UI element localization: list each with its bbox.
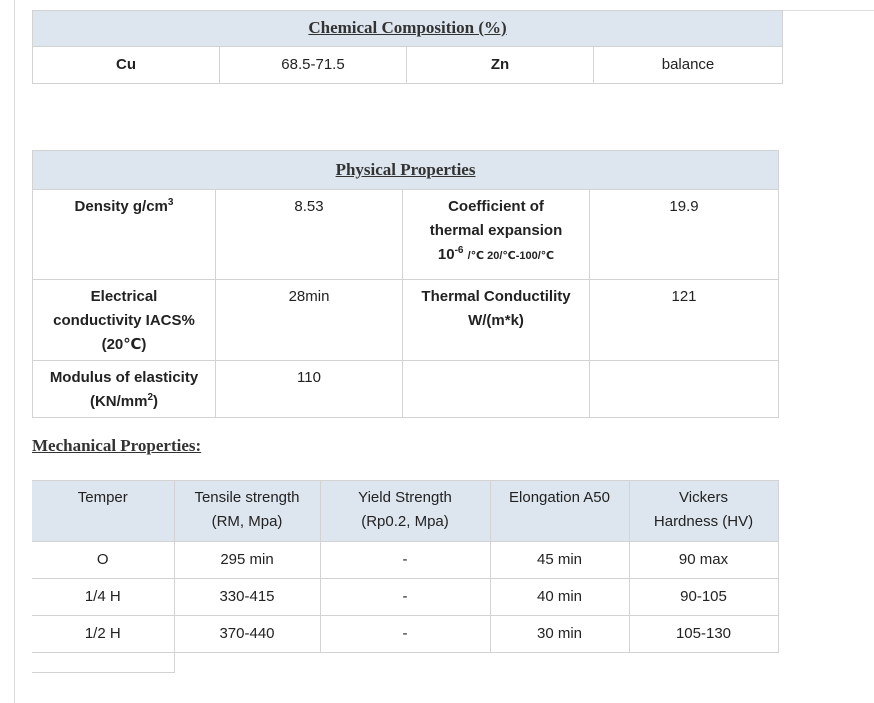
electrical-conductivity-label-cell: [33, 280, 216, 361]
yield-cell: -: [320, 542, 490, 579]
header-tensile-unit: (RM, Mpa): [211, 513, 283, 530]
page-left-border: [14, 0, 15, 703]
yield-cell: -: [320, 616, 490, 653]
density-label-cell: [33, 190, 216, 280]
mechanical-properties-table: [32, 480, 779, 653]
physical-properties-title: Physical Properties: [335, 160, 476, 179]
cte-label-line-1: Coefficient of: [448, 198, 544, 215]
hardness-cell: 90 max: [629, 542, 778, 579]
header-yield-unit: (Rp0.2, Mpa): [361, 513, 449, 530]
temper-cell: 1/4 H: [32, 579, 174, 616]
hardness-cell: 90-105: [629, 579, 778, 616]
header-yield-strength: [320, 481, 490, 542]
header-tensile-strength: [174, 481, 320, 542]
ec-label-line-2: conductivity IACS%: [53, 312, 195, 329]
density-unit-superscript: 3: [167, 197, 174, 208]
thermal-conductivity-value: 121: [590, 280, 779, 361]
hardness-cell: 105-130: [629, 616, 778, 653]
yield-cell: -: [320, 579, 490, 616]
cte-unit: /℃ 20/℃-100/℃: [467, 250, 555, 262]
header-yield-label: Yield Strength: [358, 489, 452, 506]
header-temper-label: Temper: [77, 489, 128, 506]
zn-percentage: balance: [594, 47, 783, 84]
table-row: [33, 190, 779, 280]
temper-cell: 1/2 H: [32, 616, 174, 653]
chemical-composition-title: Chemical Composition (%): [308, 18, 507, 37]
header-elongation: [490, 481, 629, 542]
tensile-cell: 295 min: [174, 542, 320, 579]
header-elongation-label: Elongation A50: [509, 489, 610, 506]
tensile-cell: 330-415: [174, 579, 320, 616]
header-tensile-label: Tensile strength: [194, 489, 300, 506]
thermal-conductivity-label-cell: [403, 280, 590, 361]
table-row: [32, 542, 778, 579]
modulus-unit: (KN/mm: [89, 393, 148, 410]
header-vickers-unit: Hardness (HV): [653, 513, 754, 530]
header-vickers-label: Vickers: [679, 489, 728, 506]
mechanical-properties-heading: Mechanical Properties:: [32, 436, 202, 455]
electrical-conductivity-value: 28min: [216, 280, 403, 361]
elongation-cell: 40 min: [490, 579, 629, 616]
ec-label-line-1: Electrical: [90, 288, 158, 305]
cte-base: 10: [437, 246, 455, 263]
cte-value: 19.9: [590, 190, 779, 280]
density-label: Density g/cm: [74, 198, 168, 215]
table-row: [33, 47, 783, 84]
page-top-border: [780, 10, 874, 11]
empty-trailing-cell: [32, 652, 175, 673]
tc-label-line-2: W/(m*k): [468, 312, 524, 329]
tensile-cell: 370-440: [174, 616, 320, 653]
cu-percentage: 68.5-71.5: [220, 47, 407, 84]
cte-label-cell: [403, 190, 590, 280]
elongation-cell: 30 min: [490, 616, 629, 653]
table-row: [32, 579, 778, 616]
table-row: [33, 280, 779, 361]
empty-cell: [403, 361, 590, 418]
chemical-composition-table: [32, 10, 783, 84]
cte-label-line-2: thermal expansion: [429, 222, 563, 239]
header-vickers-hardness: [629, 481, 778, 542]
table-header-row: [32, 481, 778, 542]
table-row: [33, 361, 779, 418]
modulus-label-line-2: [33, 390, 215, 414]
modulus-unit-superscript: 2: [147, 392, 154, 403]
elongation-cell: 45 min: [490, 542, 629, 579]
empty-cell: [590, 361, 779, 418]
cte-exponent: -6: [454, 245, 464, 256]
element-cu: Cu: [33, 47, 220, 84]
modulus-label-cell: [33, 361, 216, 418]
tc-label-line-1: Thermal Conductility: [421, 288, 571, 305]
cte-label-line-3: [403, 243, 589, 268]
density-value: 8.53: [216, 190, 403, 280]
element-zn: Zn: [407, 47, 594, 84]
temper-cell: O: [32, 542, 174, 579]
ec-label-line-3: (20℃): [101, 336, 147, 353]
modulus-label-line-1: Modulus of elasticity: [49, 369, 199, 386]
table-title-row: [33, 11, 783, 47]
header-temper: [32, 481, 174, 542]
modulus-value: 110: [216, 361, 403, 418]
physical-properties-table: [32, 150, 779, 418]
table-title-row: [33, 151, 779, 190]
modulus-unit-close: ): [153, 393, 159, 410]
table-row: [32, 616, 778, 653]
